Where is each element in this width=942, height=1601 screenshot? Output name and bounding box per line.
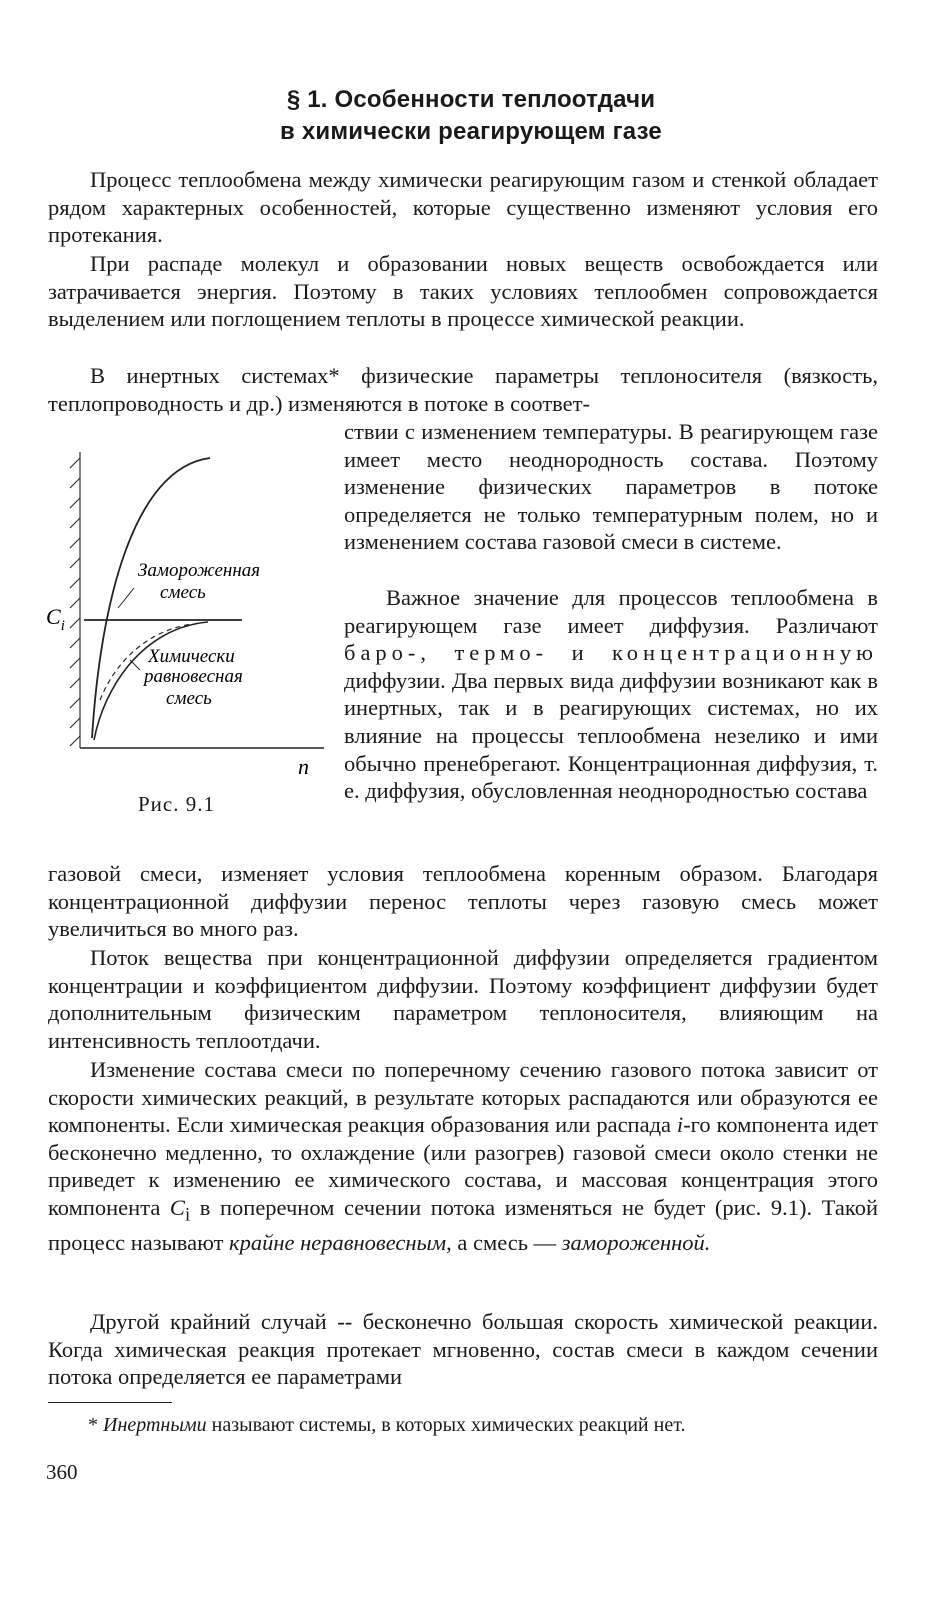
paragraph-6-text-a: Изменение состава смеси по поперечному сечению газового потока зависит от скорости химических реакций, в результате которых распадаются или образуются ее компоненты. Если химическая реакция образования или распада bbox=[48, 1057, 878, 1138]
term-frozen: замороженной. bbox=[561, 1230, 711, 1256]
page-number: 360 bbox=[46, 1460, 78, 1484]
diffusion-types: баро-, термо- и концентрационную bbox=[344, 640, 878, 666]
y-axis-label bbox=[46, 604, 65, 634]
label-equilibrium-line-1: Химически bbox=[148, 646, 235, 667]
label-equilibrium-line-2: равновесная bbox=[144, 666, 243, 687]
frozen-label-leader bbox=[118, 588, 134, 608]
label-frozen-line-2: смесь bbox=[160, 582, 206, 603]
footnote-term: Инертными bbox=[103, 1414, 207, 1436]
paragraph-3-full-width: В инертных системах* физические параметры теплоносителя (вязкость, теплопроводность и др.) изменяются в потоке в соответ- bbox=[48, 363, 878, 416]
section-heading-line-2: в химически реагирующем газе bbox=[280, 118, 662, 145]
wall-hatching bbox=[70, 452, 80, 748]
footnote-marker: * bbox=[88, 1414, 103, 1436]
label-equilibrium-line-3: смесь bbox=[166, 688, 212, 709]
paragraph-6-text-c: в поперечном сечении потока изменяться не будет (рис. 9.1). Такой процесс называют bbox=[48, 1194, 878, 1256]
paragraph-6-text-d: , а смесь — bbox=[446, 1230, 562, 1256]
equilibrium-label-leader bbox=[130, 660, 140, 670]
footnote-text: называют системы, в которых химических реакций нет. bbox=[206, 1414, 686, 1436]
x-axis-label: n bbox=[298, 754, 309, 779]
figure-9-1 bbox=[42, 438, 342, 818]
paragraph-1: Процесс теплообмена между химически реагирующим газом и стенкой обладает рядом характерных особенностей, которые существенно изменяют условия его протекания. bbox=[48, 167, 878, 248]
index-i: i bbox=[676, 1112, 684, 1138]
footnote-rule bbox=[48, 1402, 172, 1403]
paragraph-4-wrapped bbox=[344, 584, 878, 805]
section-heading-line-1: § 1. Особенности теплоотдачи bbox=[286, 86, 656, 113]
figure-diagram bbox=[42, 438, 342, 818]
y-axis-symbol: C bbox=[46, 604, 61, 629]
paragraph-7: Другой крайний случай -- бесконечно большая скорость химической реакции. Когда химическая реакция протекает мгновенно, состав смеси в каждом сечении потока определяется ее параметрами bbox=[48, 1309, 878, 1390]
paragraph-2: При распаде молекул и образовании новых веществ освобождается или затрачивается энергия. Поэтому в таких условиях теплообмен сопровождается выделением или поглощением теплоты в процессе химической реакции. bbox=[48, 251, 878, 332]
paragraph-5: Поток вещества при концентрационной диффузии определяется градиентом концентрации и коэффициентом диффузии. Поэтому коэффициент диффузии будет дополнительным физическим параметром теплоносителя, влияющим на интенсивность теплоотдачи. bbox=[48, 945, 878, 1053]
concentration-subscript: i bbox=[184, 1204, 191, 1226]
paragraph-3-wrapped: ствии с изменением температуры. В реагирующем газе имеет место неоднородность состава. Поэтому изменение физических параметров в потоке определяется не только температурным полем, но и изменением состава газовой смеси в системе. bbox=[344, 419, 878, 555]
paragraph-4-text-a: Важное значение для процессов теплообмена в реагирующем газе имеет диффузия. Различают bbox=[344, 585, 878, 638]
paragraph-4-text-b: диффузии. Два первых вида диффузии возникают как в инертных, так и в реагирующих системах, но их влияние на процессы теплообмена незелико и ими обычно пренебрегают. Концентрационная диффузия, т. е. диффузия, обусловленная неоднородностью состава bbox=[344, 667, 878, 804]
paragraph-6 bbox=[48, 1056, 878, 1257]
paragraph-6-text-b: -го компонента идет бесконечно медленно, то охлаждение (или разогрев) газовой смеси около стенки не приведет к изменению ее химического состава, и массовая концентрация этого компонента bbox=[48, 1112, 878, 1220]
concentration-symbol: C bbox=[169, 1194, 185, 1220]
footnote bbox=[48, 1412, 878, 1438]
y-axis-subscript: i bbox=[60, 618, 65, 634]
section-heading bbox=[48, 84, 894, 148]
figure-caption: Рис. 9.1 bbox=[138, 792, 215, 816]
paragraph-4-full-width: газовой смеси, изменяет условия теплообмена коренным образом. Благодаря концентрационной диффузии перенос теплоты через газовую смесь может увеличиться во много раз. bbox=[48, 861, 878, 942]
term-nonequilibrium: крайне неравновесным bbox=[229, 1230, 447, 1256]
label-frozen-line-1: Замороженная bbox=[138, 560, 261, 581]
